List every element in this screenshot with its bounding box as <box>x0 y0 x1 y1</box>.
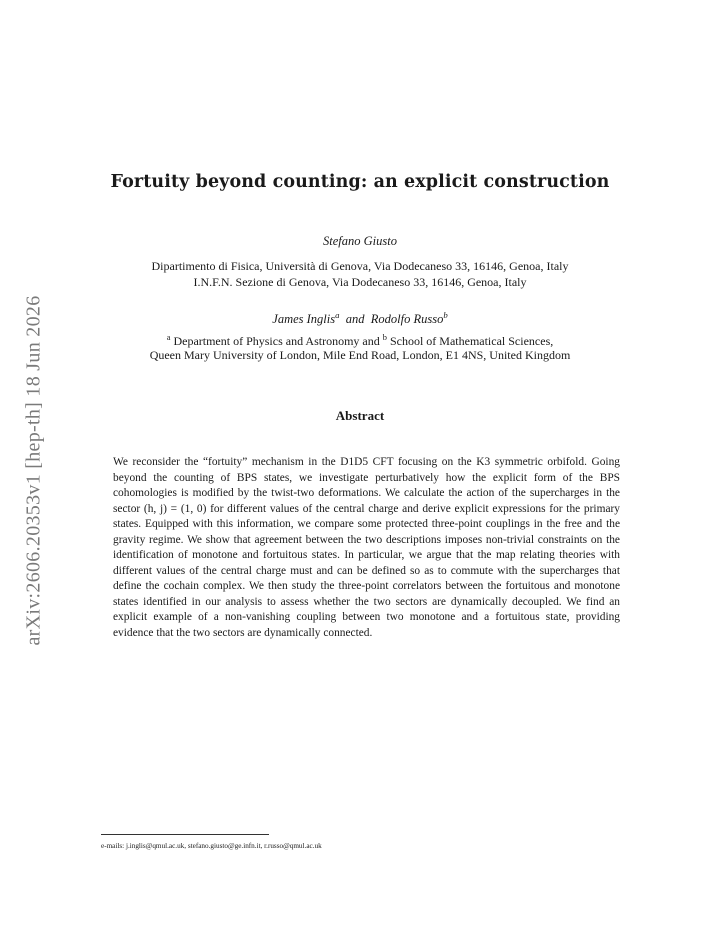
abstract-heading: Abstract <box>335 408 385 423</box>
author-name-giusto: Stefano Giusto <box>323 234 397 248</box>
paper-title: Fortuity beyond counting: an explicit construction <box>110 172 610 192</box>
author-mark-b: b <box>443 310 448 320</box>
abstract-text: We reconsider the “fortuity” mechanism in the D1D5 CFT focusing on the K3 symmetric orbifold. Going beyond the counting of BPS states, we investigate perturbatively how the explicit form of the BPS cohomologies is modified by the twist-two deformations. We calculate the action of the supercharges in the sector (h, j) = (1, 0) for different values of the central charge and derive explicit expressions for the primary states. Equipped with this information, we compare some protected three-point couplings in the free and the gravity regime. We show that agreement between the two descriptions imposes non-trivial constraints on the identification of monotone and fortuitous states. In particular, we argue that the map relating theories with different values of the central charge must and can be defined so as to commute with the supercharges that define the cochain complex. We then study the three-point correlators between the fortuitous and monotone states identified in our analysis to assess whether the two sectors are dynamically decoupled. We find an explicit example of a non-vanishing coupling between two monotone and a fortuitous state, providing evidence that the two sectors are dynamically connected. <box>113 456 620 639</box>
author-conjunction: and <box>345 312 365 327</box>
author-name-inglis: James Inglis <box>272 312 336 327</box>
footnote-emails: e-mails: j.inglis@qmul.ac.uk, stefano.giusto@ge.infn.it, r.russo@qmul.ac.uk <box>101 842 322 850</box>
affiliation-mark-b: b <box>382 333 387 342</box>
affiliation-infn-genova: I.N.F.N. Sezione di Genova, Via Dodecaneso 33, 16146, Genoa, Italy <box>193 275 527 289</box>
author-names-inglis-russo <box>0 307 720 327</box>
author-name-russo: Rodolfo Russo <box>370 312 444 327</box>
affiliation-mathematical-sciences: School of Mathematical Sciences, <box>389 334 554 348</box>
affiliation-mark-a: a <box>166 333 171 342</box>
affiliation-physics-astronomy: Department of Physics and Astronomy and <box>173 334 380 348</box>
affiliation-qmul-address: Queen Mary University of London, Mile End Road, London, E1 4NS, United Kingdom <box>149 348 571 362</box>
affiliation-genova-university: Dipartimento di Fisica, Università di Genova, Via Dodecaneso 33, 16146, Genoa, Italy <box>151 259 569 273</box>
arxiv-identifier-text: arXiv:2606.20353v1 [hep-th] 18 Jun 2026 <box>22 295 45 645</box>
footnote-rule <box>101 834 269 835</box>
author-mark-a: a <box>335 310 340 320</box>
